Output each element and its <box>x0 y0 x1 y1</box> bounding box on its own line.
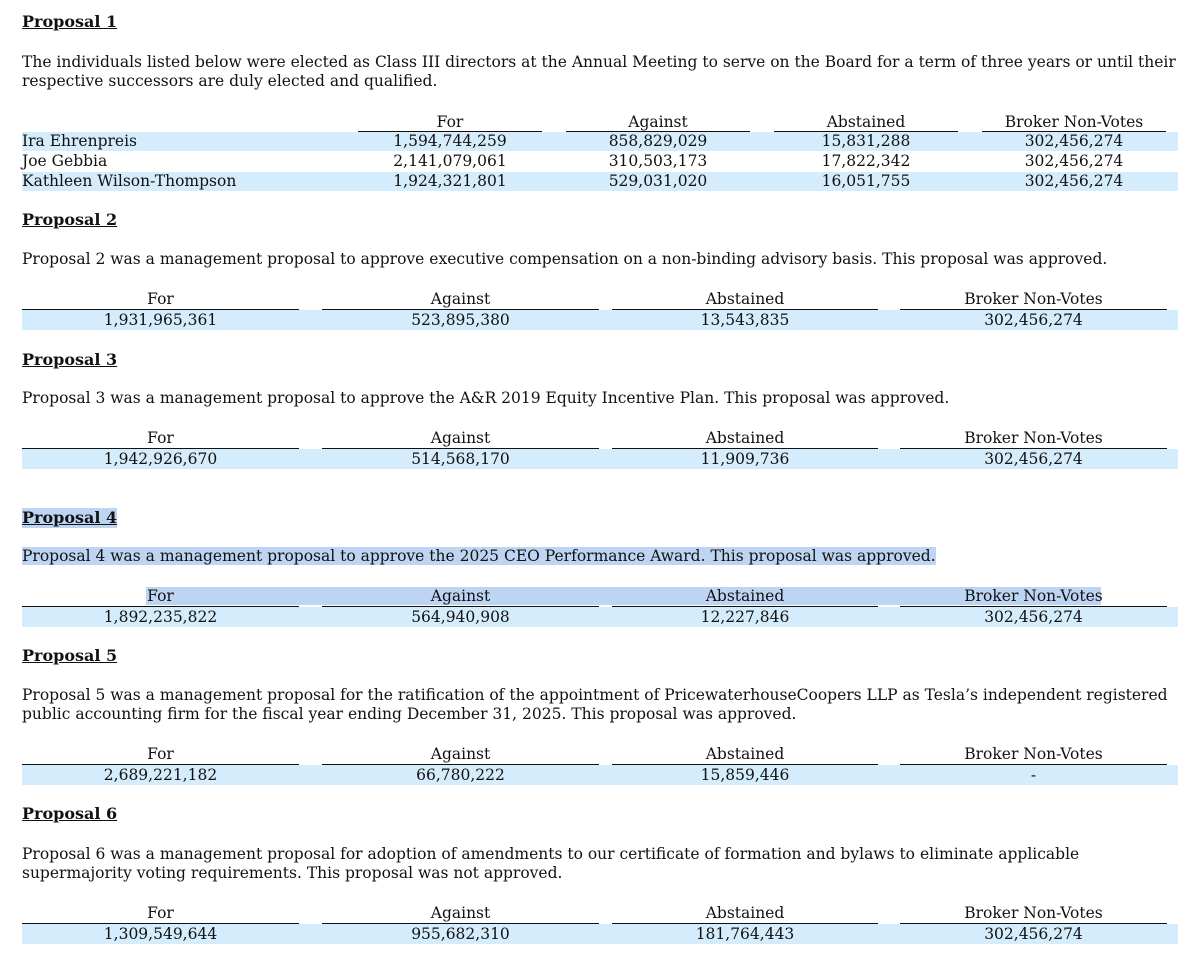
table-header-row <box>22 290 1178 310</box>
proposal-4-heading: Proposal 4 <box>22 508 118 527</box>
votes-abstained: 181,764,443 <box>695 925 795 943</box>
votes-abstained: 15,831,288 <box>821 132 911 150</box>
votes-abstained: 15,859,446 <box>700 766 790 784</box>
column-header-broker-non-votes: Broker Non-Votes <box>900 587 1167 607</box>
votes-against: 310,503,173 <box>608 152 708 170</box>
column-header-against: Against <box>322 745 599 765</box>
proposal-1-heading: Proposal 1 <box>22 12 118 31</box>
table-header-row <box>22 745 1178 765</box>
proposal-2-heading: Proposal 2 <box>22 210 118 229</box>
table-header-row <box>22 587 1178 607</box>
votes-against: 66,780,222 <box>416 766 505 784</box>
proposal-1-table-header <box>0 113 1200 132</box>
votes-for: 2,141,079,061 <box>393 152 507 170</box>
column-header-broker-non-votes: Broker Non-Votes <box>900 429 1167 449</box>
votes-for: 1,931,965,361 <box>103 311 218 329</box>
table-header-row <box>22 904 1178 924</box>
column-header-abstained: Abstained <box>612 429 878 449</box>
proposal-4-paragraph <box>22 547 1182 566</box>
votes-against: 858,829,029 <box>608 132 708 150</box>
broker-non-votes: 302,456,274 <box>984 450 1083 468</box>
column-header-for: For <box>22 904 299 924</box>
proposal-1-text: The individuals listed below were elected as Class III directors at the Annual Meeting to serve on the Board for a term of three years or until their respective successors are duly elected and qualified. <box>22 53 1176 90</box>
votes-abstained: 11,909,736 <box>700 450 790 468</box>
proposal-4-text: Proposal 4 was a management proposal to approve the 2025 CEO Performance Award. This proposal was approved. <box>22 547 936 565</box>
votes-against: 955,682,310 <box>411 925 510 943</box>
column-header-for: For <box>22 290 299 310</box>
column-header-for: For <box>22 587 299 607</box>
column-header-abstained: Abstained <box>612 587 878 607</box>
votes-for: 1,594,744,259 <box>393 132 507 150</box>
column-header-against: Against <box>322 904 599 924</box>
column-header-broker-non-votes: Broker Non-Votes <box>982 113 1166 132</box>
votes-abstained: 16,051,755 <box>821 172 911 190</box>
proposal-5-text: Proposal 5 was a management proposal for the ratification of the appointment of PricewaterhouseCoopers LLP as Tesla’s independent registered public accounting firm for the fiscal year ending December 31, 2025. This proposal was approved. <box>22 686 1168 723</box>
proposal-3-table <box>22 429 1178 469</box>
broker-non-votes: 302,456,274 <box>984 925 1083 943</box>
proposal-2-text: Proposal 2 was a management proposal to approve executive compensation on a non-binding advisory basis. This proposal was approved. <box>22 250 1108 268</box>
column-header-against: Against <box>566 113 750 132</box>
column-header-abstained: Abstained <box>612 745 878 765</box>
table-row <box>22 152 1178 171</box>
table-header-row <box>22 429 1178 449</box>
votes-against: 529,031,020 <box>608 172 708 190</box>
votes-abstained: 17,822,342 <box>821 152 911 170</box>
director-name: Kathleen Wilson-Thompson <box>22 172 237 190</box>
table-row <box>22 924 1178 944</box>
proposal-2-table <box>22 290 1178 330</box>
votes-for: 1,892,235,822 <box>103 608 218 626</box>
votes-abstained: 12,227,846 <box>700 608 790 626</box>
director-name: Ira Ehrenpreis <box>22 132 137 150</box>
column-header-broker-non-votes: Broker Non-Votes <box>900 745 1167 765</box>
broker-non-votes: 302,456,274 <box>1024 172 1124 190</box>
table-row <box>22 607 1178 627</box>
column-header-for: For <box>22 745 299 765</box>
column-header-against: Against <box>322 290 599 310</box>
column-header-broker-non-votes: Broker Non-Votes <box>900 904 1167 924</box>
column-header-abstained: Abstained <box>612 290 878 310</box>
column-header-abstained: Abstained <box>612 904 878 924</box>
column-header-broker-non-votes: Broker Non-Votes <box>900 290 1167 310</box>
broker-non-votes: 302,456,274 <box>984 608 1083 626</box>
votes-against: 564,940,908 <box>411 608 510 626</box>
table-row <box>22 132 1178 151</box>
column-header-for: For <box>22 429 299 449</box>
votes-abstained: 13,543,835 <box>700 311 790 329</box>
proposal-6-table <box>22 904 1178 944</box>
table-row <box>22 449 1178 469</box>
proposal-5-table <box>22 745 1178 785</box>
broker-non-votes: 302,456,274 <box>1024 132 1124 150</box>
votes-against: 514,568,170 <box>411 450 510 468</box>
proposal-6-text: Proposal 6 was a management proposal for adoption of amendments to our certificate of formation and bylaws to eliminate applicable supermajority voting requirements. This proposal was not approved. <box>22 845 1080 882</box>
table-row <box>22 765 1178 785</box>
table-row <box>22 310 1178 330</box>
votes-for: 1,924,321,801 <box>393 172 507 190</box>
column-header-abstained: Abstained <box>774 113 958 132</box>
column-header-against: Against <box>322 429 599 449</box>
proposal-6-heading: Proposal 6 <box>22 804 118 823</box>
votes-for: 1,942,926,670 <box>103 450 218 468</box>
broker-non-votes: 302,456,274 <box>1024 152 1124 170</box>
proposal-4-table <box>22 587 1178 627</box>
broker-non-votes: - <box>1030 766 1037 784</box>
director-name: Joe Gebbia <box>22 152 108 170</box>
votes-for: 1,309,549,644 <box>103 925 218 943</box>
column-header-for: For <box>358 113 542 132</box>
votes-against: 523,895,380 <box>411 311 510 329</box>
proposal-3-heading: Proposal 3 <box>22 350 118 369</box>
proposal-5-heading: Proposal 5 <box>22 646 118 665</box>
column-header-against: Against <box>322 587 599 607</box>
broker-non-votes: 302,456,274 <box>984 311 1083 329</box>
votes-for: 2,689,221,182 <box>103 766 218 784</box>
table-row <box>22 172 1178 191</box>
proposal-3-text: Proposal 3 was a management proposal to approve the A&R 2019 Equity Incentive Plan. This proposal was approved. <box>22 389 950 407</box>
